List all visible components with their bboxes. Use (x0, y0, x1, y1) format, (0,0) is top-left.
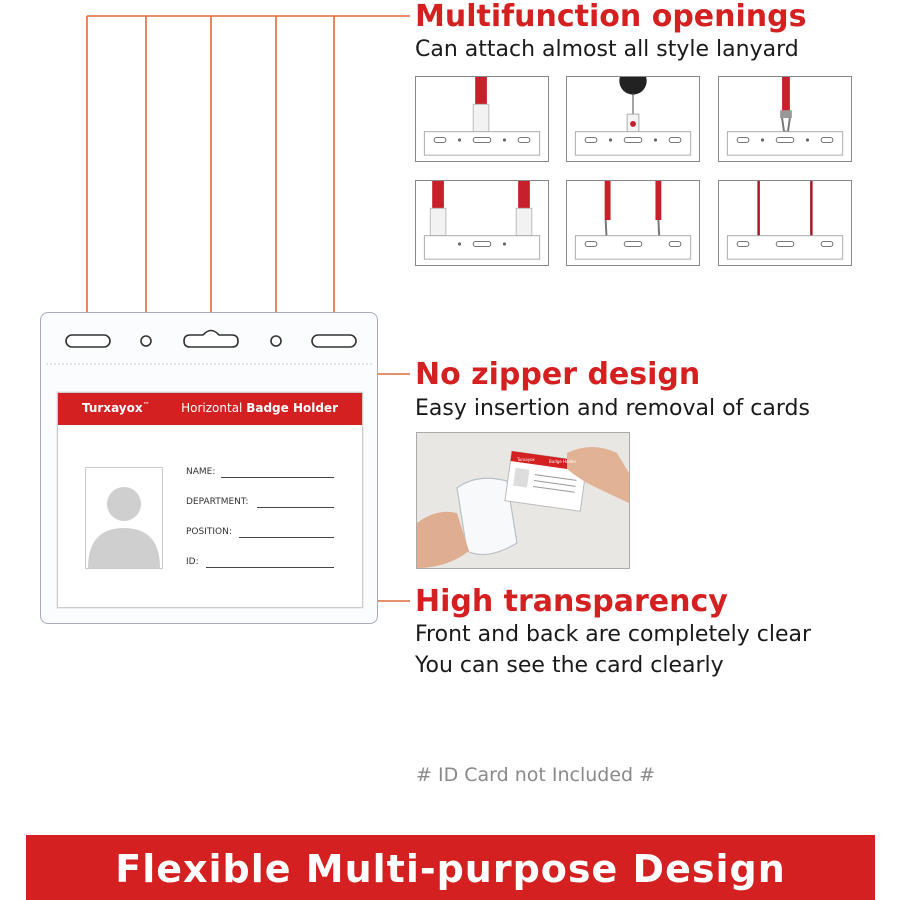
card-title (181, 401, 338, 415)
field-position-label: POSITION: (186, 527, 232, 537)
field-name-line (221, 477, 334, 478)
footer-text: Flexible Multi-purpose Design (115, 847, 786, 891)
thumb-swivel-hook-lanyard (718, 76, 852, 162)
thumb-retractable-reel-clip (566, 76, 700, 162)
openings-title: Multifunction openings (415, 0, 807, 34)
insertion-photo (416, 432, 630, 569)
field-department-label: DEPARTMENT: (186, 497, 249, 507)
card-title-regular: Horizontal (181, 401, 247, 415)
field-id-label: ID: (186, 557, 199, 567)
id-card-note: # ID Card not Included # (416, 764, 656, 786)
card-title-bold: Badge Holder (246, 401, 338, 415)
transparency-line-1: Front and back are completely clear (415, 622, 812, 647)
thumb-loop-cord-lanyard (718, 180, 852, 266)
openings-subtitle: Can attach almost all style lanyard (415, 37, 799, 62)
transparency-line-2: You can see the card clearly (415, 653, 724, 678)
field-department-line (257, 507, 334, 508)
field-position-line (239, 537, 334, 538)
field-name-label: NAME: (186, 467, 216, 477)
zipper-title: No zipper design (415, 357, 701, 392)
mini-card-brand: Turxayox (517, 457, 535, 462)
thumb-double-buckle-lanyard (415, 180, 549, 266)
card-brand (82, 401, 150, 415)
mini-card-title: Badge Holder (549, 459, 577, 464)
zipper-subtitle: Easy insertion and removal of cards (415, 396, 810, 421)
transparency-title: High transparency (415, 584, 728, 619)
photo-placeholder (85, 467, 163, 569)
holder-openings (40, 312, 378, 392)
thumb-double-hook-lanyard (566, 180, 700, 266)
thumb-flat-buckle-lanyard (415, 76, 549, 162)
person-icon (86, 468, 162, 568)
id-card (57, 392, 363, 608)
card-brand-mark: ™ (142, 401, 150, 409)
field-id-line (206, 567, 334, 568)
card-brand-text: Turxayox (82, 401, 143, 415)
footer-banner (26, 835, 875, 900)
